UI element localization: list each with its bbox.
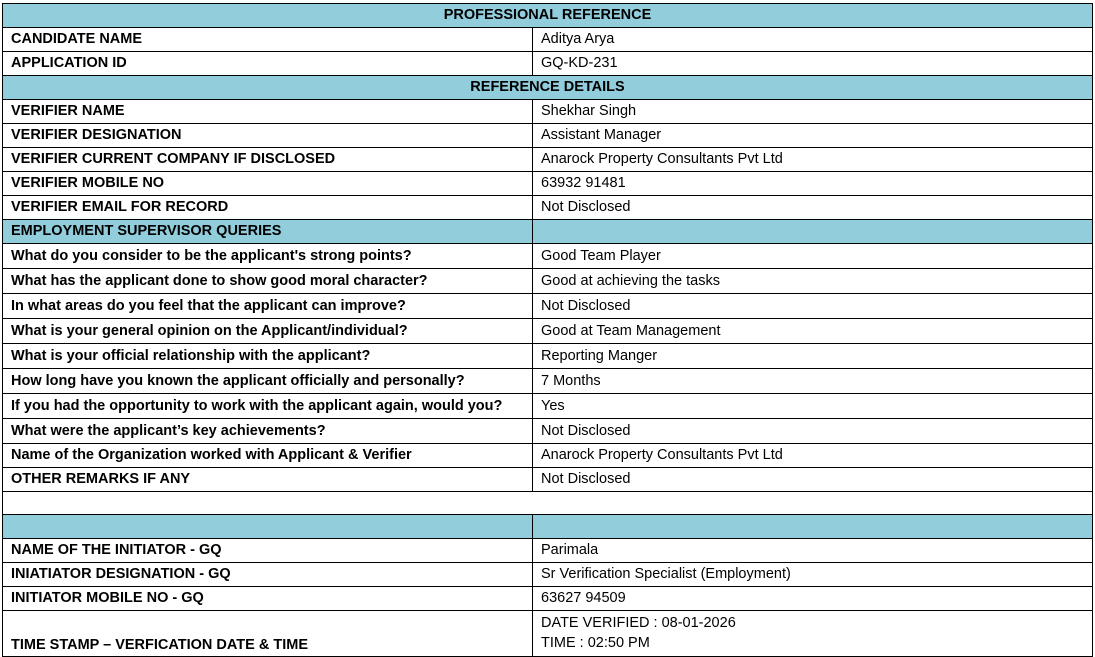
- query-question: What do you consider to be the applicant's strong points?: [3, 244, 533, 269]
- query-answer: Reporting Manger: [533, 344, 1093, 369]
- table-row: [3, 269, 1093, 294]
- verifier-name-value: Shekhar Singh: [533, 100, 1093, 124]
- verifier-designation-label: VERIFIER DESIGNATION: [3, 124, 533, 148]
- professional-reference-table: [2, 3, 1093, 657]
- table-row: [3, 344, 1093, 369]
- blank-row: [3, 492, 1093, 515]
- table-row: [3, 611, 1093, 657]
- query-question: In what areas do you feel that the applicant can improve?: [3, 294, 533, 319]
- verifier-email-value: Not Disclosed: [533, 196, 1093, 220]
- table-row: [3, 444, 1093, 468]
- blank-header-cell: [533, 515, 1093, 539]
- initiator-mobile-label: INITIATOR MOBILE NO - GQ: [3, 587, 533, 611]
- initiator-designation-label: INIATIATOR DESIGNATION - GQ: [3, 563, 533, 587]
- initiator-name-label: NAME OF THE INITIATOR - GQ: [3, 539, 533, 563]
- verifier-designation-value: Assistant Manager: [533, 124, 1093, 148]
- table-row: [3, 468, 1093, 492]
- query-answer: Not Disclosed: [533, 419, 1093, 444]
- reference-details-header: REFERENCE DETAILS: [3, 76, 1093, 100]
- query-answer: 7 Months: [533, 369, 1093, 394]
- timestamp-label: TIME STAMP – VERFICATION DATE & TIME: [3, 611, 533, 657]
- initiator-mobile-value: 63627 94509: [533, 587, 1093, 611]
- query-question: If you had the opportunity to work with the applicant again, would you?: [3, 394, 533, 419]
- query-question: What is your general opinion on the Applicant/individual?: [3, 319, 533, 344]
- page-title: PROFESSIONAL REFERENCE: [3, 4, 1093, 28]
- table-row: [3, 124, 1093, 148]
- query-answer: Anarock Property Consultants Pvt Ltd: [533, 444, 1093, 468]
- blank-header-cell: [3, 515, 533, 539]
- table-row: [3, 28, 1093, 52]
- query-question: How long have you known the applicant officially and personally?: [3, 369, 533, 394]
- timestamp-value: [533, 611, 1093, 657]
- table-row: [3, 369, 1093, 394]
- queries-header-blank: [533, 220, 1093, 244]
- initiator-name-value: Parimala: [533, 539, 1093, 563]
- table-row: [3, 196, 1093, 220]
- verifier-company-label: VERIFIER CURRENT COMPANY IF DISCLOSED: [3, 148, 533, 172]
- table-row: [3, 587, 1093, 611]
- section-header-row: [3, 515, 1093, 539]
- candidate-name-value: Aditya Arya: [533, 28, 1093, 52]
- other-remarks-value: Not Disclosed: [533, 468, 1093, 492]
- verifier-mobile-value: 63932 91481: [533, 172, 1093, 196]
- query-question: What has the applicant done to show good moral character?: [3, 269, 533, 294]
- title-row: [3, 4, 1093, 28]
- table-row: [3, 419, 1093, 444]
- queries-header: EMPLOYMENT SUPERVISOR QUERIES: [3, 220, 533, 244]
- verifier-name-label: VERIFIER NAME: [3, 100, 533, 124]
- verifier-mobile-label: VERIFIER MOBILE NO: [3, 172, 533, 196]
- table-row: [3, 52, 1093, 76]
- table-row: [3, 100, 1093, 124]
- table-row: [3, 539, 1093, 563]
- other-remarks-label: OTHER REMARKS IF ANY: [3, 468, 533, 492]
- initiator-designation-value: Sr Verification Specialist (Employment): [533, 563, 1093, 587]
- query-answer: Good Team Player: [533, 244, 1093, 269]
- table-row: [3, 394, 1093, 419]
- table-row: [3, 172, 1093, 196]
- blank-cell: [3, 492, 1093, 515]
- candidate-name-label: CANDIDATE NAME: [3, 28, 533, 52]
- time-verified: TIME : 02:50 PM: [541, 635, 650, 651]
- query-answer: Good at Team Management: [533, 319, 1093, 344]
- section-header-row: [3, 220, 1093, 244]
- query-answer: Good at achieving the tasks: [533, 269, 1093, 294]
- query-question: What were the applicant’s key achievements?: [3, 419, 533, 444]
- application-id-label: APPLICATION ID: [3, 52, 533, 76]
- table-row: [3, 294, 1093, 319]
- query-question: What is your official relationship with the applicant?: [3, 344, 533, 369]
- query-question: Name of the Organization worked with Applicant & Verifier: [3, 444, 533, 468]
- table-row: [3, 563, 1093, 587]
- date-verified: DATE VERIFIED : 08-01-2026: [541, 615, 736, 631]
- application-id-value: GQ-KD-231: [533, 52, 1093, 76]
- table-row: [3, 319, 1093, 344]
- query-answer: Yes: [533, 394, 1093, 419]
- table-row: [3, 148, 1093, 172]
- verifier-company-value: Anarock Property Consultants Pvt Ltd: [533, 148, 1093, 172]
- table-row: [3, 244, 1093, 269]
- verifier-email-label: VERIFIER EMAIL FOR RECORD: [3, 196, 533, 220]
- query-answer: Not Disclosed: [533, 294, 1093, 319]
- section-header-row: [3, 76, 1093, 100]
